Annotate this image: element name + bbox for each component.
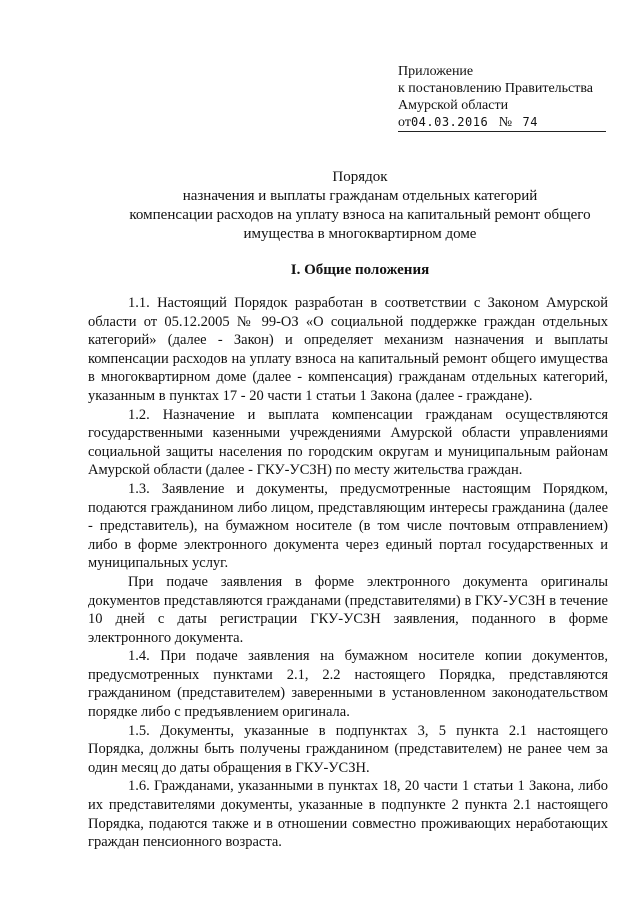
paragraph-1-3: 1.3. Заявление и документы, предусмотренные настоящим Порядком, подаются гражданином либо лицом, представляющим интересы гражданина (далее - представитель), на бумажном носителе (в том числе почтовым отправлением) либо в форме электронного документа через единый портал государственных и муниципальных услуг.	[88, 480, 608, 572]
paragraph-1-2: 1.2. Назначение и выплата компенсации гражданам осуществляются государственными казенными учреждениями Амурской области управлениями социальной защиты населения по городским округам и муниципальным районам Амурской области (далее - ГКУ-УСЗН) по месту жительства граждан.	[88, 406, 608, 479]
approval-date-line	[398, 114, 606, 132]
approval-line-3: Амурской области	[398, 98, 509, 113]
document-title	[70, 168, 640, 244]
title-line-4: имущества в многоквартирном доме	[243, 226, 477, 242]
document-body	[88, 294, 608, 852]
title-line-3: компенсации расходов на уплату взноса на капитальный ремонт общего	[129, 207, 591, 223]
paragraph-1-4: 1.4. При подаче заявления на бумажном носителе копии документов, предусмотренных пунктами 2.1, 2.2 настоящего Порядка, представляются гражданином (представителем) заверенными в установленном законодательством порядке либо с предъявлением оригинала.	[88, 648, 608, 721]
number-sign: №	[498, 115, 513, 130]
approval-date: 04.03.2016	[410, 115, 489, 129]
section-heading: I. Общие положения	[290, 262, 430, 278]
title-line-2: назначения и выплаты гражданам отдельных категорий	[182, 188, 538, 204]
approval-line-2: к постановлению Правительства	[398, 81, 594, 96]
paragraph-1-5: 1.5. Документы, указанные в подпунктах 3, 5 пункта 2.1 настоящего Порядка, должны быть получены гражданином (представителем) не ранее чем за один месяц до даты обращения в ГКУ-УСЗН.	[88, 722, 608, 776]
paragraph-1-1: 1.1. Настоящий Порядок разработан в соответствии с Законом Амурской области от 05.12.2005 № 99-ОЗ «О социальной поддержке граждан отдельных категорий» (далее - Закон) и определяет механизм назначения и выплаты компенсации расходов на уплату взноса на капитальный ремонт общего имущества в многоквартирном доме (далее - компенсация) гражданам отдельных категорий, указанным в пунктах 17 - 20 части 1 статьи 1 Закона (далее - граждане).	[88, 295, 608, 404]
paragraph-1-6: 1.6. Гражданами, указанными в пунктах 18, 20 части 1 статьи 1 Закона, либо их представителями документы, указанные в подпункте 2 пункта 2.1 настоящего Порядка, подаются также и в отношении совместно проживающих неработающих граждан пенсионного возраста.	[88, 778, 608, 851]
title-line-1: Порядок	[332, 169, 388, 185]
approval-number: 74	[522, 115, 538, 129]
approval-line-1: Приложение	[398, 64, 474, 79]
approval-block	[398, 63, 620, 132]
date-prefix: от	[398, 115, 411, 130]
paragraph-electronic: При подаче заявления в форме электронного документа оригиналы документов представляются гражданами (представителями) в ГКУ-УСЗН в течение 10 дней с даты регистрации ГКУ-УСЗН заявления, поданного в форме электронного документа.	[88, 573, 608, 646]
